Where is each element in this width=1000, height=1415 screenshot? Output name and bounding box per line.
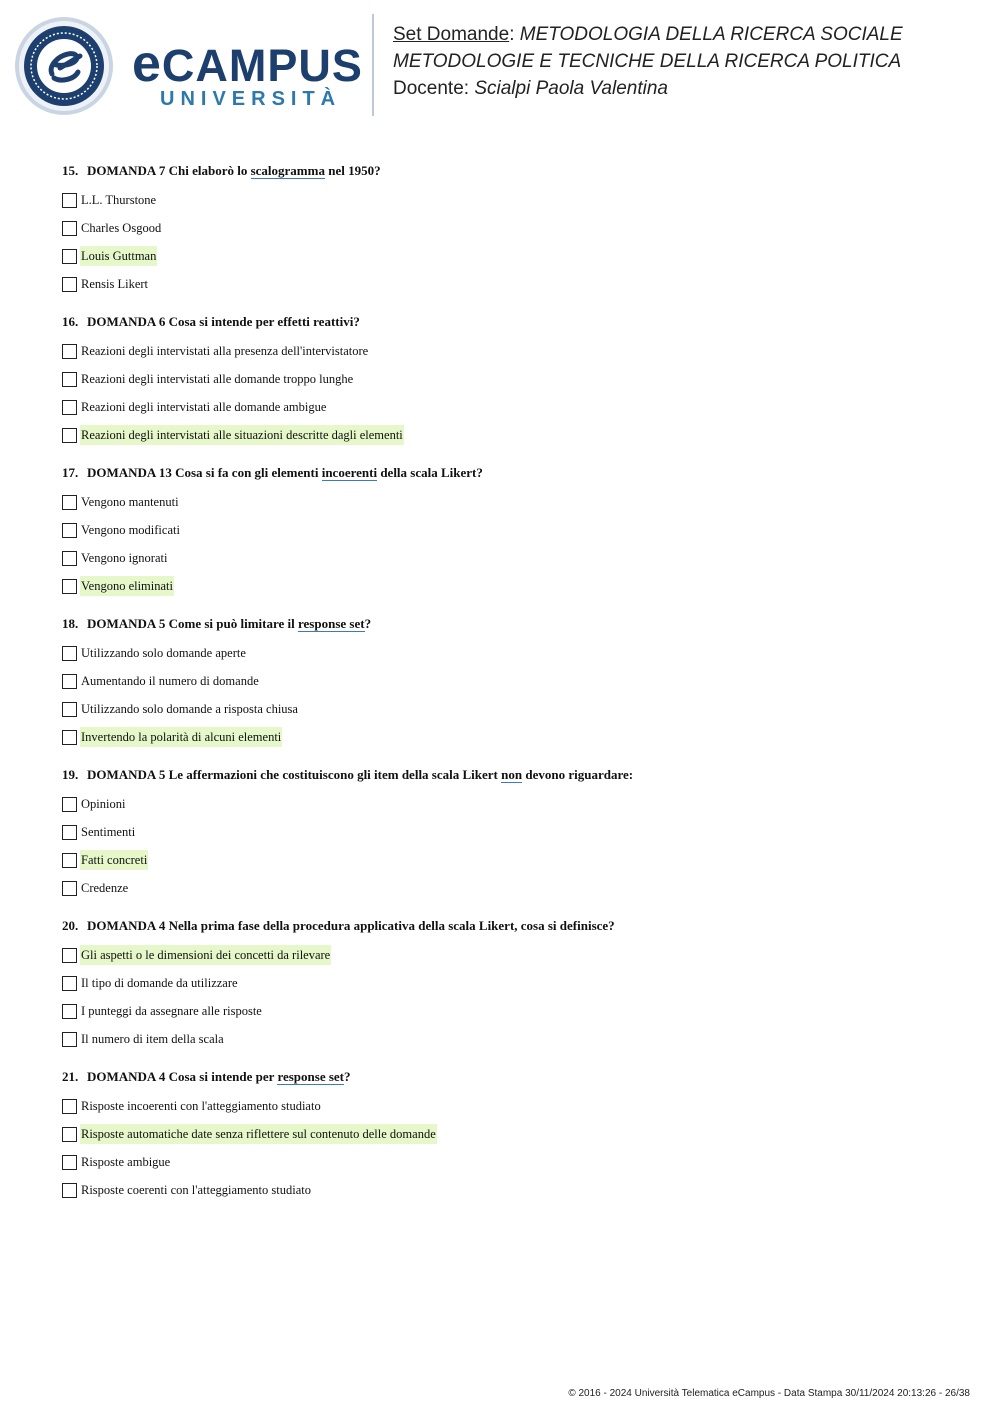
question-title	[62, 311, 962, 332]
question-text-end: ?	[364, 616, 372, 631]
answer-checkbox[interactable]	[62, 730, 77, 745]
answer-option[interactable]	[62, 818, 962, 846]
answer-checkbox[interactable]	[62, 193, 77, 208]
question-block	[62, 915, 962, 1053]
logo-e-letter: e	[132, 35, 162, 93]
course-info	[393, 21, 903, 102]
question-title	[62, 764, 962, 785]
answer-text: Vengono ignorati	[81, 551, 168, 565]
answer-checkbox[interactable]	[62, 277, 77, 292]
question-title	[62, 160, 962, 181]
question-block	[62, 1066, 962, 1204]
answer-checkbox[interactable]	[62, 1032, 77, 1047]
answer-option[interactable]	[62, 544, 962, 572]
question-text: DOMANDA 5 Le affermazioni che costituiscono gli item della scala Likert	[87, 767, 502, 782]
answer-text: Sentimenti	[81, 825, 136, 839]
question-text: DOMANDA 6 Cosa si intende per effetti reattivi?	[87, 314, 360, 329]
answer-checkbox[interactable]	[62, 551, 77, 566]
answer-option[interactable]	[62, 639, 962, 667]
answer-option[interactable]	[62, 1120, 962, 1148]
ecampus-logo-wordmark	[132, 35, 363, 93]
ecampus-seal-icon	[14, 16, 114, 116]
teacher-name: Scialpi Paola Valentina	[474, 78, 668, 99]
answer-text: Vengono mantenuti	[81, 495, 179, 509]
logo-campus: CAMPUS	[161, 40, 363, 91]
answer-option[interactable]	[62, 723, 962, 751]
question-term-link[interactable]: scalogramma	[250, 163, 325, 178]
logo-universita: UNIVERSITÀ	[160, 88, 342, 110]
question-number: 21.	[62, 1069, 79, 1084]
answer-text: Aumentando il numero di domande	[81, 674, 259, 688]
header-divider	[372, 14, 374, 116]
answer-checkbox[interactable]	[62, 702, 77, 717]
answer-option[interactable]	[62, 572, 962, 600]
answer-text-correct: Gli aspetti o le dimensioni dei concetti da rilevare	[80, 945, 331, 965]
question-number: 19.	[62, 767, 79, 782]
question-list	[62, 160, 962, 1217]
question-text: DOMANDA 5 Come si può limitare il	[87, 616, 298, 631]
answer-text: Risposte coerenti con l'atteggiamento studiato	[81, 1183, 311, 1197]
answer-option[interactable]	[62, 270, 962, 298]
answer-text-correct: Risposte automatiche date senza riflettere sul contenuto delle domande	[80, 1124, 437, 1144]
question-number: 17.	[62, 465, 79, 480]
answer-checkbox[interactable]	[62, 797, 77, 812]
question-title	[62, 915, 962, 936]
question-block	[62, 311, 962, 449]
course-title-1: METODOLOGIA DELLA RICERCA SOCIALE	[519, 24, 903, 45]
answer-text-correct: Vengono eliminati	[80, 576, 174, 596]
answer-option[interactable]	[62, 365, 962, 393]
answer-option[interactable]	[62, 1176, 962, 1204]
answer-checkbox[interactable]	[62, 881, 77, 896]
answer-checkbox[interactable]	[62, 579, 77, 594]
answer-text: Credenze	[81, 881, 129, 895]
answer-checkbox[interactable]	[62, 428, 77, 443]
answer-text: Risposte incoerenti con l'atteggiamento studiato	[81, 1099, 321, 1113]
answer-text: Risposte ambigue	[81, 1155, 171, 1169]
question-block	[62, 462, 962, 600]
answer-option[interactable]	[62, 1025, 962, 1053]
answer-text: Opinioni	[81, 797, 126, 811]
question-block	[62, 613, 962, 751]
teacher-line	[393, 75, 903, 102]
answer-option[interactable]	[62, 242, 962, 270]
question-number: 18.	[62, 616, 79, 631]
question-text: DOMANDA 4 Nella prima fase della procedura applicativa della scala Likert, cosa si definisce?	[87, 918, 615, 933]
question-title	[62, 1066, 962, 1087]
question-term-link[interactable]: non	[501, 767, 523, 782]
question-block	[62, 160, 962, 298]
answer-option[interactable]	[62, 214, 962, 242]
question-number: 15.	[62, 163, 79, 178]
set-domande-line	[393, 21, 903, 48]
question-title	[62, 613, 962, 634]
answer-checkbox[interactable]	[62, 976, 77, 991]
question-text: DOMANDA 7 Chi elaborò lo	[87, 163, 251, 178]
answer-text-correct: Reazioni degli intervistati alle situazioni descritte dagli elementi	[80, 425, 404, 445]
answer-option[interactable]	[62, 941, 962, 969]
question-text: DOMANDA 13 Cosa si fa con gli elementi	[87, 465, 322, 480]
answer-checkbox[interactable]	[62, 372, 77, 387]
answer-option[interactable]	[62, 846, 962, 874]
answer-text: Utilizzando solo domande a risposta chiusa	[81, 702, 298, 716]
question-term-link[interactable]: incoerenti	[321, 465, 378, 480]
answer-checkbox[interactable]	[62, 523, 77, 538]
answer-option[interactable]	[62, 337, 962, 365]
course-title-2-line	[393, 48, 903, 75]
answer-option[interactable]	[62, 488, 962, 516]
answer-text: Charles Osgood	[81, 221, 162, 235]
answer-text-correct: Invertendo la polarità di alcuni elementi	[80, 727, 282, 747]
question-term-link[interactable]: response set	[277, 1069, 344, 1084]
answer-option[interactable]	[62, 516, 962, 544]
answer-option[interactable]	[62, 667, 962, 695]
answer-checkbox[interactable]	[62, 1127, 77, 1142]
answer-option[interactable]	[62, 969, 962, 997]
answer-checkbox[interactable]	[62, 1155, 77, 1170]
answer-text: Reazioni degli intervistati alle domande ambigue	[81, 400, 327, 414]
answer-text: Reazioni degli intervistati alla presenza dell'intervistatore	[81, 344, 369, 358]
answer-checkbox[interactable]	[62, 495, 77, 510]
answer-text: Reazioni degli intervistati alle domande troppo lunghe	[81, 372, 354, 386]
answer-option[interactable]	[62, 790, 962, 818]
set-label: Set Domande	[393, 24, 510, 45]
answer-text: Rensis Likert	[81, 277, 149, 291]
question-block	[62, 764, 962, 902]
question-number: 20.	[62, 918, 79, 933]
answer-option[interactable]	[62, 186, 962, 214]
answer-checkbox[interactable]	[62, 1004, 77, 1019]
answer-checkbox[interactable]	[62, 825, 77, 840]
answer-option[interactable]	[62, 421, 962, 449]
answer-option[interactable]	[62, 1148, 962, 1176]
answer-checkbox[interactable]	[62, 1183, 77, 1198]
answer-option[interactable]	[62, 393, 962, 421]
answer-text-correct: Fatti concreti	[80, 850, 148, 870]
set-colon: :	[509, 24, 515, 45]
answer-option[interactable]	[62, 997, 962, 1025]
answer-checkbox[interactable]	[62, 948, 77, 963]
teacher-label: Docente:	[393, 78, 470, 99]
answer-checkbox[interactable]	[62, 344, 77, 359]
question-text-end: nel 1950?	[324, 163, 381, 178]
question-text-end: ?	[344, 1069, 351, 1084]
answer-text: Il tipo di domande da utilizzare	[81, 976, 238, 990]
question-number: 16.	[62, 314, 79, 329]
answer-option[interactable]	[62, 695, 962, 723]
answer-checkbox[interactable]	[62, 1099, 77, 1114]
answer-text: Il numero di item della scala	[81, 1032, 224, 1046]
answer-checkbox[interactable]	[62, 646, 77, 661]
question-text-end: della scala Likert?	[377, 465, 483, 480]
answer-option[interactable]	[62, 874, 962, 902]
answer-checkbox[interactable]	[62, 249, 77, 264]
answer-text: Vengono modificati	[81, 523, 180, 537]
answer-checkbox[interactable]	[62, 221, 77, 236]
course-title-2: METODOLOGIE E TECNICHE DELLA RICERCA POLITICA	[393, 51, 902, 72]
answer-checkbox[interactable]	[62, 853, 77, 868]
answer-checkbox[interactable]	[62, 400, 77, 415]
answer-text: I punteggi da assegnare alle risposte	[81, 1004, 262, 1018]
question-term-link[interactable]: response set	[298, 616, 365, 631]
question-text: DOMANDA 4 Cosa si intende per	[87, 1069, 278, 1084]
answer-text-correct: Louis Guttman	[80, 246, 157, 266]
answer-option[interactable]	[62, 1092, 962, 1120]
answer-text: L.L. Thurstone	[81, 193, 157, 207]
answer-checkbox[interactable]	[62, 674, 77, 689]
question-title	[62, 462, 962, 483]
question-text-end: devono riguardare:	[522, 767, 634, 782]
page-footer: © 2016 - 2024 Università Telematica eCampus - Data Stampa 30/11/2024 20:13:26 - 26/38	[568, 1388, 970, 1399]
answer-text: Utilizzando solo domande aperte	[81, 646, 246, 660]
